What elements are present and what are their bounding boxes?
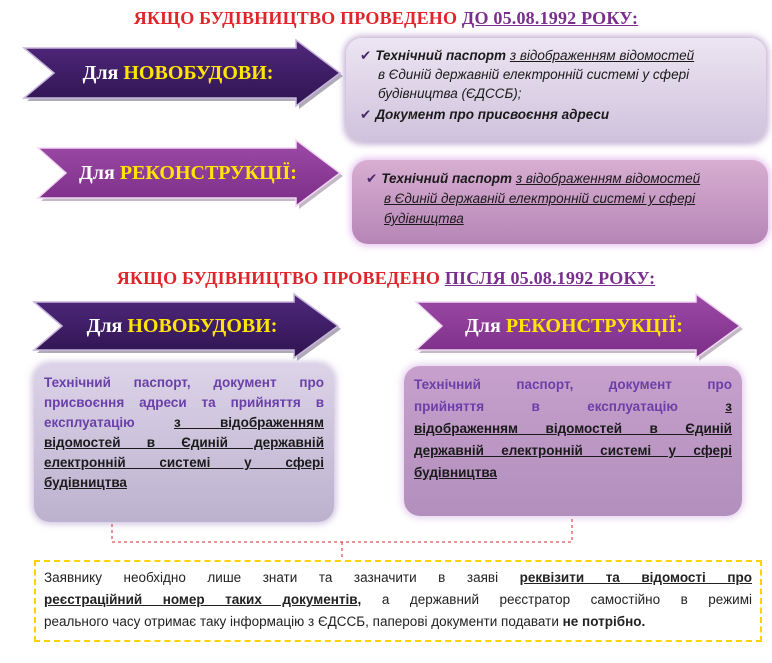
- arrow-label-prefix: Для: [82, 61, 119, 84]
- box-text-line: електронній системі у сфері: [44, 455, 324, 470]
- list-item: [360, 46, 694, 65]
- arrow-label-new-building: НОВОБУДОВИ:: [123, 61, 274, 84]
- doc-name: Документ про присвоєння адреси: [375, 107, 610, 122]
- footer-text: а державний реєстратор самостійно в режимі: [381, 592, 752, 607]
- box-text-fragment: прийняття в експлуатацію: [414, 399, 678, 414]
- footer-line: [44, 590, 752, 609]
- doc-detail: в Єдиній державній електронній системі у сфері: [384, 191, 696, 206]
- section2-heading-prefix: ЯКЩО БУДІВНИЦТВО ПРОВЕДЕНО: [116, 268, 445, 288]
- arrow-label-reconstruction: РЕКОНСТРУКЦІЇ:: [505, 314, 683, 337]
- arrow-label-prefix: Для: [86, 314, 123, 337]
- doc-detail: будівництва: [384, 211, 464, 226]
- footer-note: [34, 560, 762, 642]
- section2-box-new-building: [34, 364, 334, 522]
- section1-arrow-reconstruction: [34, 140, 342, 206]
- box-text-line: [414, 397, 732, 416]
- footer-text-emphasis: не потрібно.: [562, 614, 646, 629]
- section1-arrow-new-building: [20, 40, 342, 106]
- check-icon: ✔: [366, 171, 378, 186]
- list-item: [366, 169, 700, 188]
- doc-name: Технічний паспорт: [375, 48, 507, 63]
- list-item: [360, 105, 609, 124]
- box-text-line: Технічний паспорт, документ про: [44, 375, 324, 390]
- footer-text: Заявнику необхідно лише знати та зазначити в заяві: [44, 570, 499, 585]
- arrow-label-prefix: Для: [465, 314, 501, 337]
- box-text-line: присвоєння адреси та прийняття в: [44, 395, 324, 410]
- section2-heading-date: ПІСЛЯ 05.08.1992 РОКУ:: [444, 268, 656, 288]
- box-text-line: [44, 413, 324, 432]
- check-icon: ✔: [360, 48, 372, 63]
- list-item-continuation: [378, 84, 522, 103]
- box-text-fragment: експлуатацію: [44, 415, 135, 430]
- doc-detail: в Єдиній державній електронній системі у сфері: [378, 67, 690, 82]
- list-item-continuation: [378, 65, 689, 84]
- box-text-line: Технічний паспорт, документ про: [414, 377, 732, 392]
- box-text-line: державній електронній системі у сфері: [414, 443, 732, 458]
- box-text-fragment: з: [725, 399, 732, 414]
- section2-box-reconstruction: [404, 366, 742, 516]
- box-text-line: будівництва: [44, 475, 127, 490]
- list-item-continuation: [384, 209, 464, 228]
- arrow-label-new-building: НОВОБУДОВИ:: [127, 314, 278, 337]
- box-text-line: будівництва: [414, 465, 497, 480]
- doc-detail: з відображенням відомостей: [509, 48, 695, 63]
- footer-text-emphasis: реквізити та відомості про: [519, 570, 752, 585]
- box-text-line: відомостей в Єдиній державній: [44, 435, 324, 450]
- section1-box-new-building: [346, 38, 766, 142]
- footer-text: реального часу отримає таку інформацію з ЄДССБ, паперові документи подавати: [44, 614, 559, 629]
- check-icon: ✔: [360, 107, 372, 122]
- box-text-fragment: з відображенням: [173, 415, 324, 430]
- section1-box-reconstruction: [352, 160, 768, 244]
- doc-name: Технічний паспорт: [381, 171, 513, 186]
- section1-heading-date: ДО 05.08.1992 РОКУ:: [461, 8, 639, 28]
- section2-heading: [0, 268, 772, 289]
- section1-heading: [0, 8, 772, 29]
- section1-heading-prefix: ЯКЩО БУДІВНИЦТВО ПРОВЕДЕНО: [133, 8, 462, 28]
- section2-arrow-new-building: [30, 294, 340, 358]
- footer-line: [44, 612, 752, 631]
- doc-detail: будівництва (ЄДССБ);: [378, 86, 522, 101]
- box-text-line: відображенням відомостей в Єдиній: [414, 421, 732, 436]
- footer-text-emphasis: реєстраційний номер таких документів,: [44, 592, 362, 607]
- footer-line: [44, 568, 752, 587]
- arrow-label-prefix: Для: [79, 161, 115, 184]
- section2-arrow-reconstruction: [412, 294, 742, 358]
- arrow-label-reconstruction: РЕКОНСТРУКЦІЇ:: [119, 161, 297, 184]
- doc-detail: з відображенням відомостей: [515, 171, 701, 186]
- list-item-continuation: [384, 189, 695, 208]
